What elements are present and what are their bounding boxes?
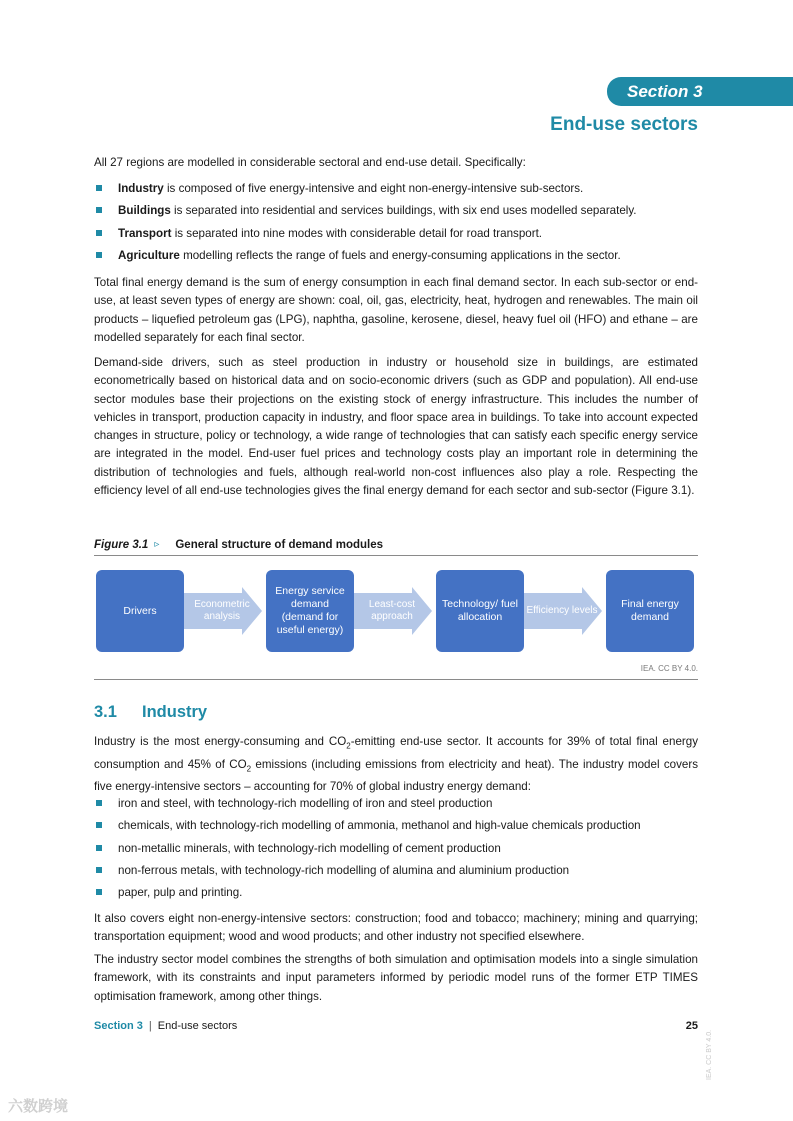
subsection-title: Industry [142,703,208,721]
energy-types-block [94,274,698,347]
paragraph: Industry is the most energy-consuming and $CO_2$-emitting end-use sector. It accounts for 39% of total final energy consumption and 45% of $CO_2$ emissions (including emissions from electricity and heat). The industry model covers five energy-intensive sectors – accounting for 70% of global industry energy demand: [94,735,698,794]
arrow-label: Least-cost approach [368,598,416,622]
intro-paragraph: All 27 regions are modelled in considerable sectoral and end-use detail. Specifically: [94,156,526,169]
footer-title: End-use sectors [157,1020,238,1032]
list-item: paper, pulp and printing. [94,884,698,906]
intro-text [94,154,698,172]
industry-intro-block [94,733,698,797]
figure-caption [94,534,698,556]
list-item: non-ferrous metals, with technology-rich modelling of alumina and aluminium production [94,862,698,884]
industry-sector-list [94,795,698,906]
bullet-square-icon [96,889,102,895]
drivers-block [94,354,698,500]
logo-watermark: 六数跨境 [8,1098,69,1115]
diagram-box-final-demand: Final energy demand [606,570,694,652]
list-item: chemicals, with technology-rich modelling of ammonia, methanol and high-value chemicals production [94,817,698,839]
bullet-square-icon [96,252,102,258]
footer-section: Section 3 [94,1020,143,1032]
paragraph: Demand-side drivers, such as steel production in industry or household size in buildings, are estimated econometrically based on historical data and on socio-economic drivers (such as GDP and population). All end-use sector modules base their projections on the existing stock of energy infrastructure. This includes the number of vehicles in transport, production capacity in industry, and floor space area in buildings. To take into account expected changes in structure, policy or technology, a wide range of technologies that can satisfy each specific energy service are integrated in the model. End-user fuel prices and technology costs play an important role in determining the distribution of technologies and fuels, although real-world non-cost influences also play a role. Respecting the efficiency level of all end-use technologies gives the final energy demand for each sector and sub-sector (Figure 3.1). [94,356,698,498]
diagram-arrow-econometric [184,587,264,635]
paragraph: Total final energy demand is the sum of energy consumption in each final demand sector. In each sub-sector or end-use, at least seven types of energy are shown: coal, oil, gas, electricity, heat, hydrogen and renewables. The main oil products – liquefied petroleum gas (LPG), naphtha, gasoline, kerosene, diesel, heavy fuel oil (HFO) and ethane – are modelled separately for each final sector. [94,276,698,344]
page-number: 25 [685,1020,698,1032]
subsection-number: 3.1 [94,703,117,721]
paragraph: The industry sector model combines the strengths of both simulation and optimisation models into a single simulation framework, with its constraints and input parameters informed by periodic model runs of the former ETP TIMES optimisation framework, among other things. [94,953,698,1003]
model-block [94,951,698,1006]
subsection-heading [94,703,207,722]
paragraph: It also covers eight non-energy-intensive sectors: construction; food and tobacco; machinery; mining and quarrying; transportation equipment; wood and wood products; and other industry not specified elsewhere. [94,912,698,944]
diagram-box-drivers: Drivers [96,570,184,652]
diagram-box-technology: Technology/ fuel allocation [436,570,524,652]
bullet-square-icon [96,867,102,873]
footer-separator: | [148,1020,152,1032]
figure-credit: IEA. CC BY 4.0. [94,664,698,680]
diagram-arrow-efficiency [524,587,604,635]
bullet-square-icon [96,800,102,806]
list-item: Transport is separated into nine modes with considerable detail for road transport. [94,225,698,247]
bullet-square-icon [96,822,102,828]
section-tab: Section 3 [607,77,793,106]
footer-left [94,1020,237,1032]
figure-title: General structure of demand modules [175,538,384,551]
bullet-square-icon [96,845,102,851]
figure-number: Figure 3.1 [94,538,149,551]
industry-list-block [94,795,698,906]
list-item: iron and steel, with technology-rich modelling of iron and steel production [94,795,698,817]
list-item: Agriculture modelling reflects the range of fuels and energy-consuming applications in the sector. [94,247,698,269]
side-watermark: IEA. CC BY 4.0. [706,1029,713,1080]
bullet-square-icon [96,185,102,191]
demand-modules-diagram [94,568,698,658]
diagram-box-energy-service: Energy service demand (demand for useful energy) [266,570,354,652]
list-item: non-metallic minerals, with technology-rich modelling of cement production [94,840,698,862]
sector-list [94,180,698,269]
non-energy-block [94,910,698,947]
diagram-arrow-least-cost [354,587,434,635]
page-footer [94,1020,698,1032]
bullet-square-icon [96,230,102,236]
sector-list-block [94,180,698,269]
arrow-label: Efficiency levels [526,604,598,616]
section-title: End-use sectors [550,114,698,135]
caption-arrow-icon: ▹ [154,539,160,550]
bullet-square-icon [96,207,102,213]
list-item: Buildings is separated into residential and services buildings, with six end uses modelled separately. [94,202,698,224]
list-item: Industry is composed of five energy-intensive and eight non-energy-intensive sub-sectors. [94,180,698,202]
arrow-label: Econometric analysis [194,598,250,622]
